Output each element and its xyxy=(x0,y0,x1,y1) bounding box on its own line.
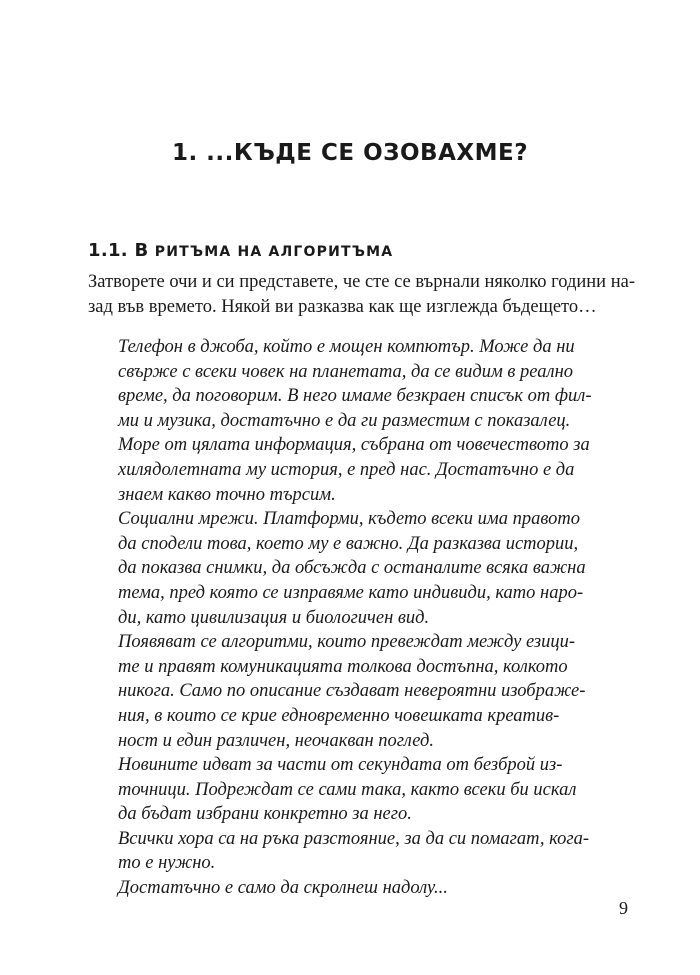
intro-line: зад във времето. Някой ви разказва как ще изглежда бъдещето… xyxy=(88,297,597,317)
quote-line: Море от цялата информация, събрана от човечеството за xyxy=(118,435,590,456)
quote-line: време, да поговорим. В него имаме безкраен списък от фил- xyxy=(118,386,592,407)
quote-line: Достатъчно е само да скролнеш надолу... xyxy=(118,878,448,899)
quote-line: Телефон в джоба, който е мощен компютър. Може да ни xyxy=(118,337,575,357)
quote-line: Всички хора са на ръка разстояние, за да си помагат, кога- xyxy=(118,828,589,849)
quote-line: свърже с всеки човек на планетата, да се видим в реално xyxy=(118,361,574,382)
quote-line: да бъдат избрани конкретно за него. xyxy=(118,804,412,825)
chapter-title: 1. ...КЪДЕ СЕ ОЗОВАХМЕ? xyxy=(171,140,529,166)
intro-line: Затворете очи и си представете, че сте се върнали няколко години на- xyxy=(88,272,635,292)
quote-line: те и правят комуникацията толкова достъпна, колкото xyxy=(118,656,568,677)
quote-line: ния, в които се крие едновременно човешката креатив- xyxy=(118,705,560,726)
quote-line: точници. Подреждат се сами така, както всеки би искал xyxy=(118,779,577,800)
quote-line: да показва снимки, да обсъжда с останалите всяка важна xyxy=(118,558,586,579)
quote-line: знаем какво точно търсим. xyxy=(118,484,336,505)
quote-line: хилядолетната му история, е пред нас. Достатъчно е да xyxy=(118,459,575,480)
quote-line: ми и музика, достатъчно е да ги разместим с показалец. xyxy=(118,410,571,431)
page-number: 9 xyxy=(619,898,628,918)
quote-line: тема, пред която се изправяме като индивиди, като наро- xyxy=(118,582,584,603)
section-title-text: РИТЪМА НА АЛГОРИТЪМА xyxy=(154,244,394,260)
quote-line: Новините идват за части от секундата от безброй из- xyxy=(118,755,563,776)
quote-line: то е нужно. xyxy=(118,853,216,874)
intro-paragraph xyxy=(88,270,635,320)
quote-line: Появяват се алгоритми, които превеждат между езици- xyxy=(118,632,576,653)
quote-block xyxy=(118,335,618,901)
quote-line: Социални мрежи. Платформи, където всеки има правото xyxy=(118,509,581,530)
section-title xyxy=(88,240,393,261)
section-number: 1.1. В xyxy=(88,240,149,261)
quote-line: ди, като цивилизация и биологичен вид. xyxy=(118,607,430,628)
quote-line: да сподели това, което му е важно. Да разказва истории, xyxy=(118,533,579,554)
quote-line: ност и един различен, неочакван поглед. xyxy=(118,730,435,751)
quote-line: никога. Само по описание създават невероятни изображе- xyxy=(118,681,586,702)
